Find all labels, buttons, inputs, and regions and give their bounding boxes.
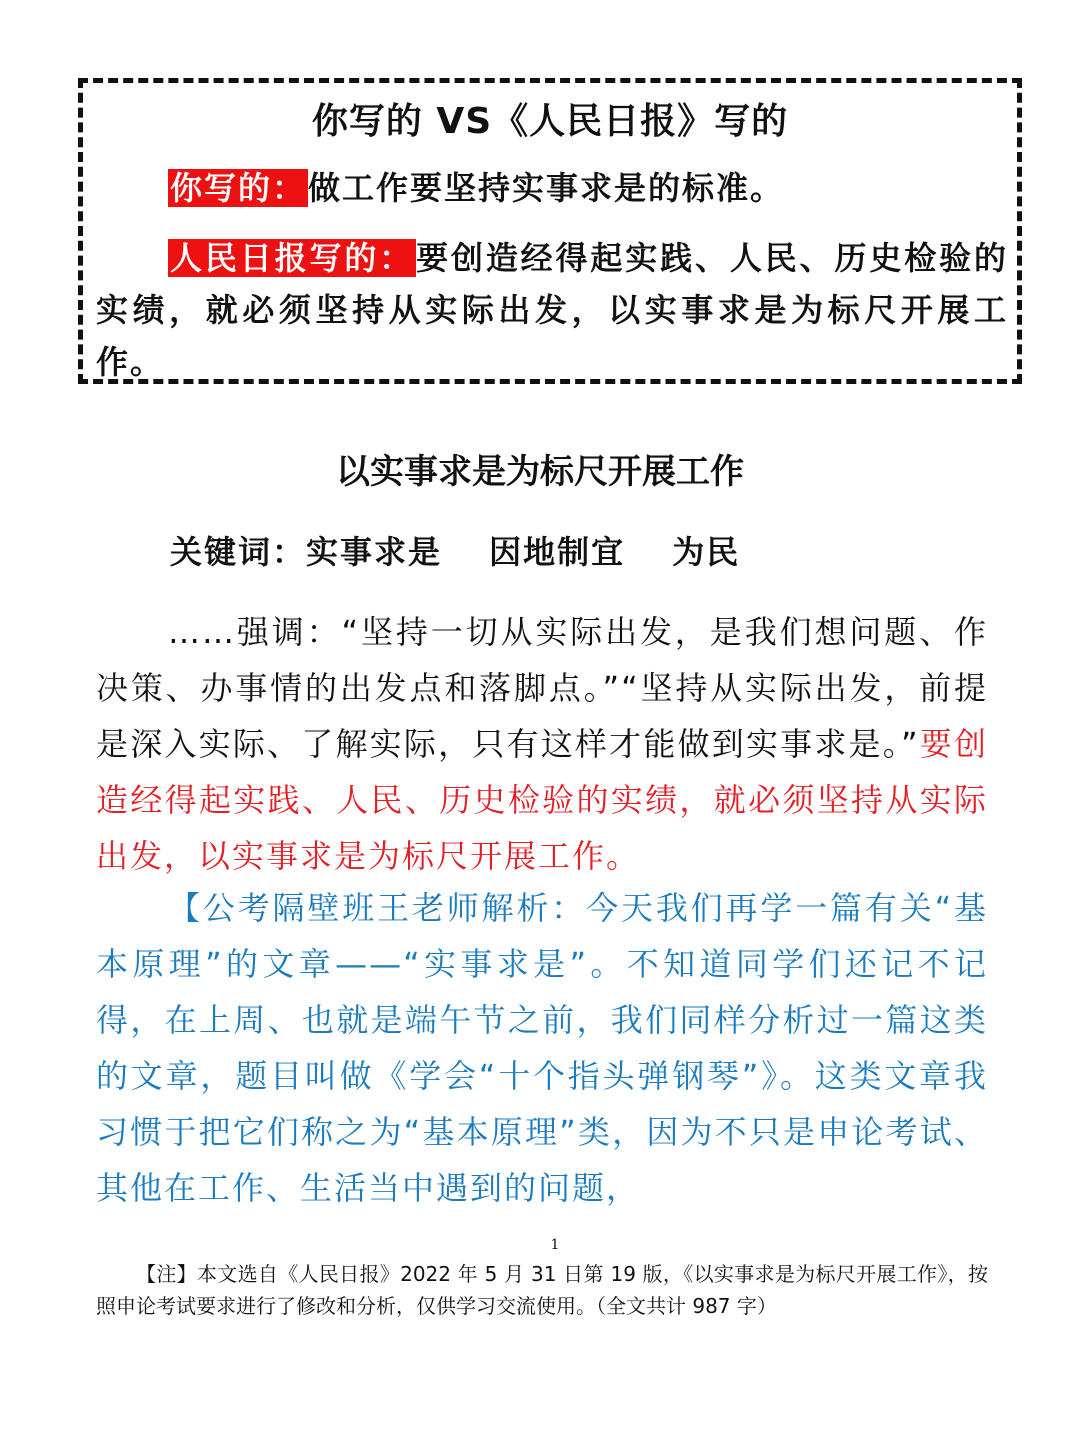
footnote: 【注】本文选自《人民日报》2022 年 5 月 31 日第 19 版，《以实事求是为标尺开展工作》，按照申论考试要求进行了修改和分析，仅供学习交流使用。（全文共计 987 字） [96, 1262, 988, 1318]
quote-text: ……强调：“坚持一切从实际出发，是我们想问题、作决策、办事情的出发点和落脚点。”“坚持从实际出发，前提是深入实际、了解实际，只有这样才能做到实事求是。” [96, 613, 988, 763]
keywords-list: 实事求是 因地制宜 为民 [306, 533, 741, 571]
highlight-text: 要创造经得起实践、人民、历史检验的实绩，就必须坚持从实际出发，以实事求是为标尺开展工作。 [96, 725, 988, 875]
keywords-label: 关键词： [170, 533, 307, 571]
quote-paragraph [96, 604, 988, 884]
keywords-line [170, 526, 740, 578]
yours-label: 你写的： [170, 169, 307, 207]
yours-text: 做工作要坚持实事求是的标准。 [308, 169, 785, 207]
comparison-title: 你写的 VS《人民日报》写的 [311, 101, 789, 142]
page-number: 1 [550, 1237, 560, 1253]
article-title: 以实事求是为标尺开展工作 [336, 452, 744, 492]
rmrb-text: 要创造经得起实践、人民、历史检验的实绩，就必须坚持从实际出发，以实事求是为标尺开展工作。 [96, 239, 1008, 381]
rmrb-line [96, 232, 1008, 388]
rmrb-label: 人民日报写的： [170, 239, 415, 277]
analysis-paragraph: 【公考隔壁班王老师解析：今天我们再学一篇有关“基本原理”的文章——“实事求是”。不知道同学们还记不记得，在上周、也就是端午节之前，我们同样分析过一篇这类的文章，题目叫做《学会“十个指头弹钢琴”》。这类文章我习惯于把它们称之为“基本原理”类，因为不只是申论考试、其他在工作、生活当中遇到的问题， [96, 889, 988, 1207]
yours-line [96, 162, 1008, 214]
